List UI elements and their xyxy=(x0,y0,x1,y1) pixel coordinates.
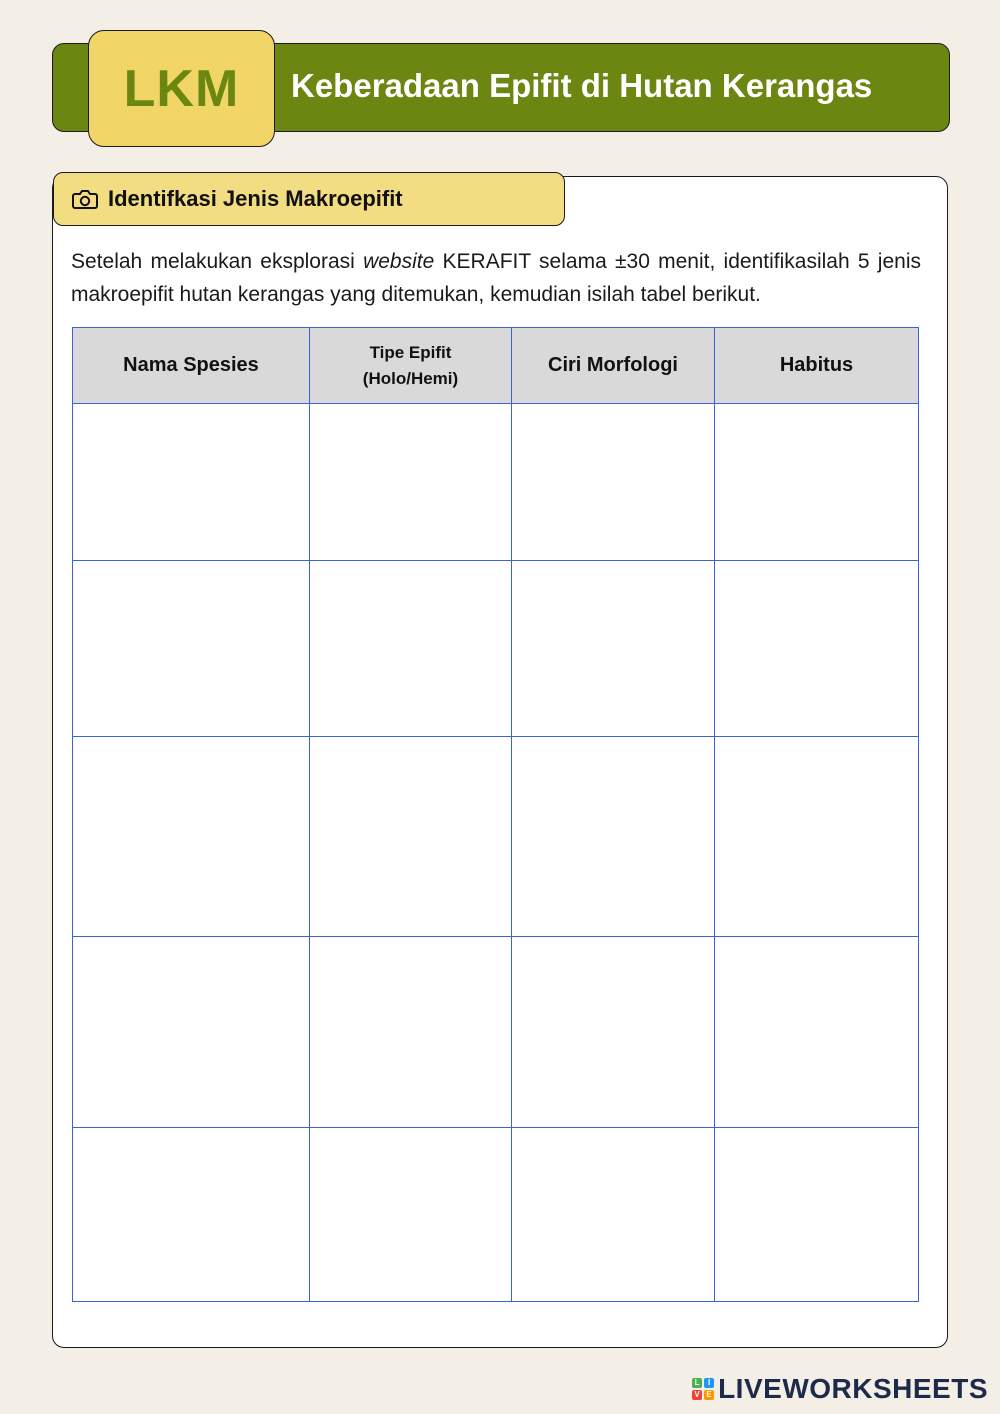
logo-grid-icon xyxy=(692,1378,714,1400)
species-table xyxy=(72,327,919,1302)
table-cell[interactable] xyxy=(512,737,715,937)
answer-input[interactable] xyxy=(512,1183,714,1241)
section-title: Identifkasi Jenis Makroepifit xyxy=(108,186,403,211)
page-title: Keberadaan Epifit di Hutan Kerangas xyxy=(291,67,873,104)
table-cell[interactable] xyxy=(310,561,512,737)
table-row xyxy=(73,737,919,937)
table-cell[interactable] xyxy=(715,561,919,737)
table-cell[interactable] xyxy=(73,404,310,561)
logo-text: LIVEWORKSHEETS xyxy=(718,1373,988,1404)
header-habitus: Habitus xyxy=(715,328,919,404)
answer-input[interactable] xyxy=(73,1001,309,1059)
table-cell[interactable] xyxy=(73,937,310,1128)
answer-input[interactable] xyxy=(73,617,309,675)
table-cell[interactable] xyxy=(310,937,512,1128)
answer-input[interactable] xyxy=(310,1001,511,1059)
table-cell[interactable] xyxy=(512,404,715,561)
answer-input[interactable] xyxy=(73,451,309,509)
logo-square-v: V xyxy=(692,1390,702,1400)
lkm-badge: LKM xyxy=(88,30,275,147)
table-cell[interactable] xyxy=(73,737,310,937)
header-ciri-morfologi: Ciri Morfologi xyxy=(512,328,715,404)
header-tipe-epifit xyxy=(310,328,512,404)
table-header-row xyxy=(73,328,919,404)
logo-square-l: L xyxy=(692,1378,702,1388)
logo-square-i: I xyxy=(704,1378,714,1388)
table-cell[interactable] xyxy=(512,1128,715,1302)
table-row xyxy=(73,561,919,737)
table-row xyxy=(73,937,919,1128)
answer-input[interactable] xyxy=(715,1183,918,1241)
table-cell[interactable] xyxy=(310,737,512,937)
instructions-italic-word: website xyxy=(363,250,435,273)
section-tab xyxy=(53,172,565,226)
camera-icon xyxy=(72,188,98,210)
answer-input[interactable] xyxy=(715,451,918,509)
header-nama-spesies: Nama Spesies xyxy=(73,328,310,404)
answer-input[interactable] xyxy=(512,805,714,863)
answer-input[interactable] xyxy=(512,451,714,509)
table-cell[interactable] xyxy=(715,404,919,561)
answer-input[interactable] xyxy=(73,805,309,863)
table-cell[interactable] xyxy=(73,1128,310,1302)
table-cell[interactable] xyxy=(715,937,919,1128)
answer-input[interactable] xyxy=(310,451,511,509)
answer-input[interactable] xyxy=(715,617,918,675)
logo-square-e: E xyxy=(704,1390,714,1400)
answer-input[interactable] xyxy=(512,617,714,675)
table-cell[interactable] xyxy=(512,937,715,1128)
liveworksheets-logo[interactable] xyxy=(692,1374,988,1404)
table-row xyxy=(73,1128,919,1302)
instructions-part-2: KERAFIT selama ±30 menit, identifikasilah 5 jenis makroepifit hutan kerangas yang ditemukan, kemudian isilah tabel berikut. xyxy=(71,250,921,306)
header-tipe-epifit-line1: Tipe Epifit xyxy=(369,342,452,362)
answer-input[interactable] xyxy=(73,1183,309,1241)
answer-input[interactable] xyxy=(512,1001,714,1059)
answer-input[interactable] xyxy=(715,805,918,863)
table-cell[interactable] xyxy=(310,404,512,561)
instructions-text xyxy=(71,245,921,311)
table-cell[interactable] xyxy=(715,737,919,937)
table-row xyxy=(73,404,919,561)
answer-input[interactable] xyxy=(310,617,511,675)
answer-input[interactable] xyxy=(310,1183,511,1241)
answer-input[interactable] xyxy=(310,805,511,863)
answer-input[interactable] xyxy=(715,1001,918,1059)
table-cell[interactable] xyxy=(715,1128,919,1302)
table-cell[interactable] xyxy=(73,561,310,737)
header-tipe-epifit-line2: (Holo/Hemi) xyxy=(362,368,459,388)
table-cell[interactable] xyxy=(512,561,715,737)
instructions-part-1: Setelah melakukan eksplorasi xyxy=(71,250,364,273)
table-cell[interactable] xyxy=(310,1128,512,1302)
